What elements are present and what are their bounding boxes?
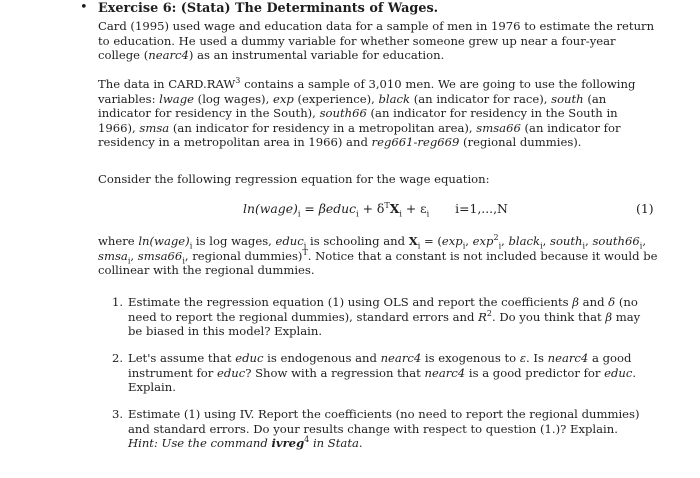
bullet-icon: • (80, 0, 88, 15)
consider-line: Consider the following regression equation for the wage equation: (98, 172, 490, 186)
regression-equation: $\ln(wage)_i$ = βeduc$_i$ + $\delta^TX_i + \varepsilon_i$ i=1,...,N (243, 200, 508, 219)
question-item: Estimate the regression equation (1) using OLS and report the coefficients β and δ (no need to report the regional dummies), standard errors and $R^2$. Do you think that β may be biased in this model? Explain. (128, 295, 641, 339)
question-number: 1. (112, 295, 124, 309)
question-number: 2. (112, 351, 124, 365)
equation-number: (1) (636, 201, 654, 216)
hint-label: Hint: (128, 436, 158, 451)
question-item: Let's assume that educ is endogenous and nearc4 is exogenous to ε. Is nearc4 a good instrument for educ? Show with a regression that nearc4 is a good predictor for educ. Explain. (128, 351, 637, 395)
data-paragraph: The data in CARD.RAW$^3$ contains a sample of 3,010 men. We are going to use the following variables: lwage (log wages), exp (experience), black (an indicator for race), south (an indicator for residency in the South), south66 (an indicator for residency in the South in 1966), smsa (an indicator for residency in a metropolitan area), smsa66 (an indicator for residency in a metropolitan area in 1966) and reg661-reg669 (regional dummies). (98, 76, 636, 150)
where-paragraph: where $\ln(wage)_i$ is log wages, educ$_i$ is schooling and $X_i = (\exp_i$, $\exp^2_i$, black$_i$, south$_i$, $south66_i$, smsa$_i$, $smsa66_i$, regional dummies)$^T$. Notice that a constant is not included because it would be collinear with the regional dummies. (98, 233, 658, 278)
question-number: 3. (112, 407, 124, 421)
exercise-title: Exercise 6: (Stata) The Determinants of Wages. (98, 1, 439, 16)
question-item: Estimate (1) using IV. Report the coefficients (no need to report the regional dummies) and standard errors. Do your results change with respect to question (1.)? Explain. Hint: Use the command ivreg$^4$ in Stata. (128, 407, 640, 451)
footnote-marker: 3 (235, 76, 241, 86)
intro-paragraph: Card (1995) used wage and education data for a sample of men in 1976 to estimate the return to education. He used a dummy variable for whether someone grew up near a four-year college (nearc4) as an instrumental variable for education. (98, 19, 655, 63)
